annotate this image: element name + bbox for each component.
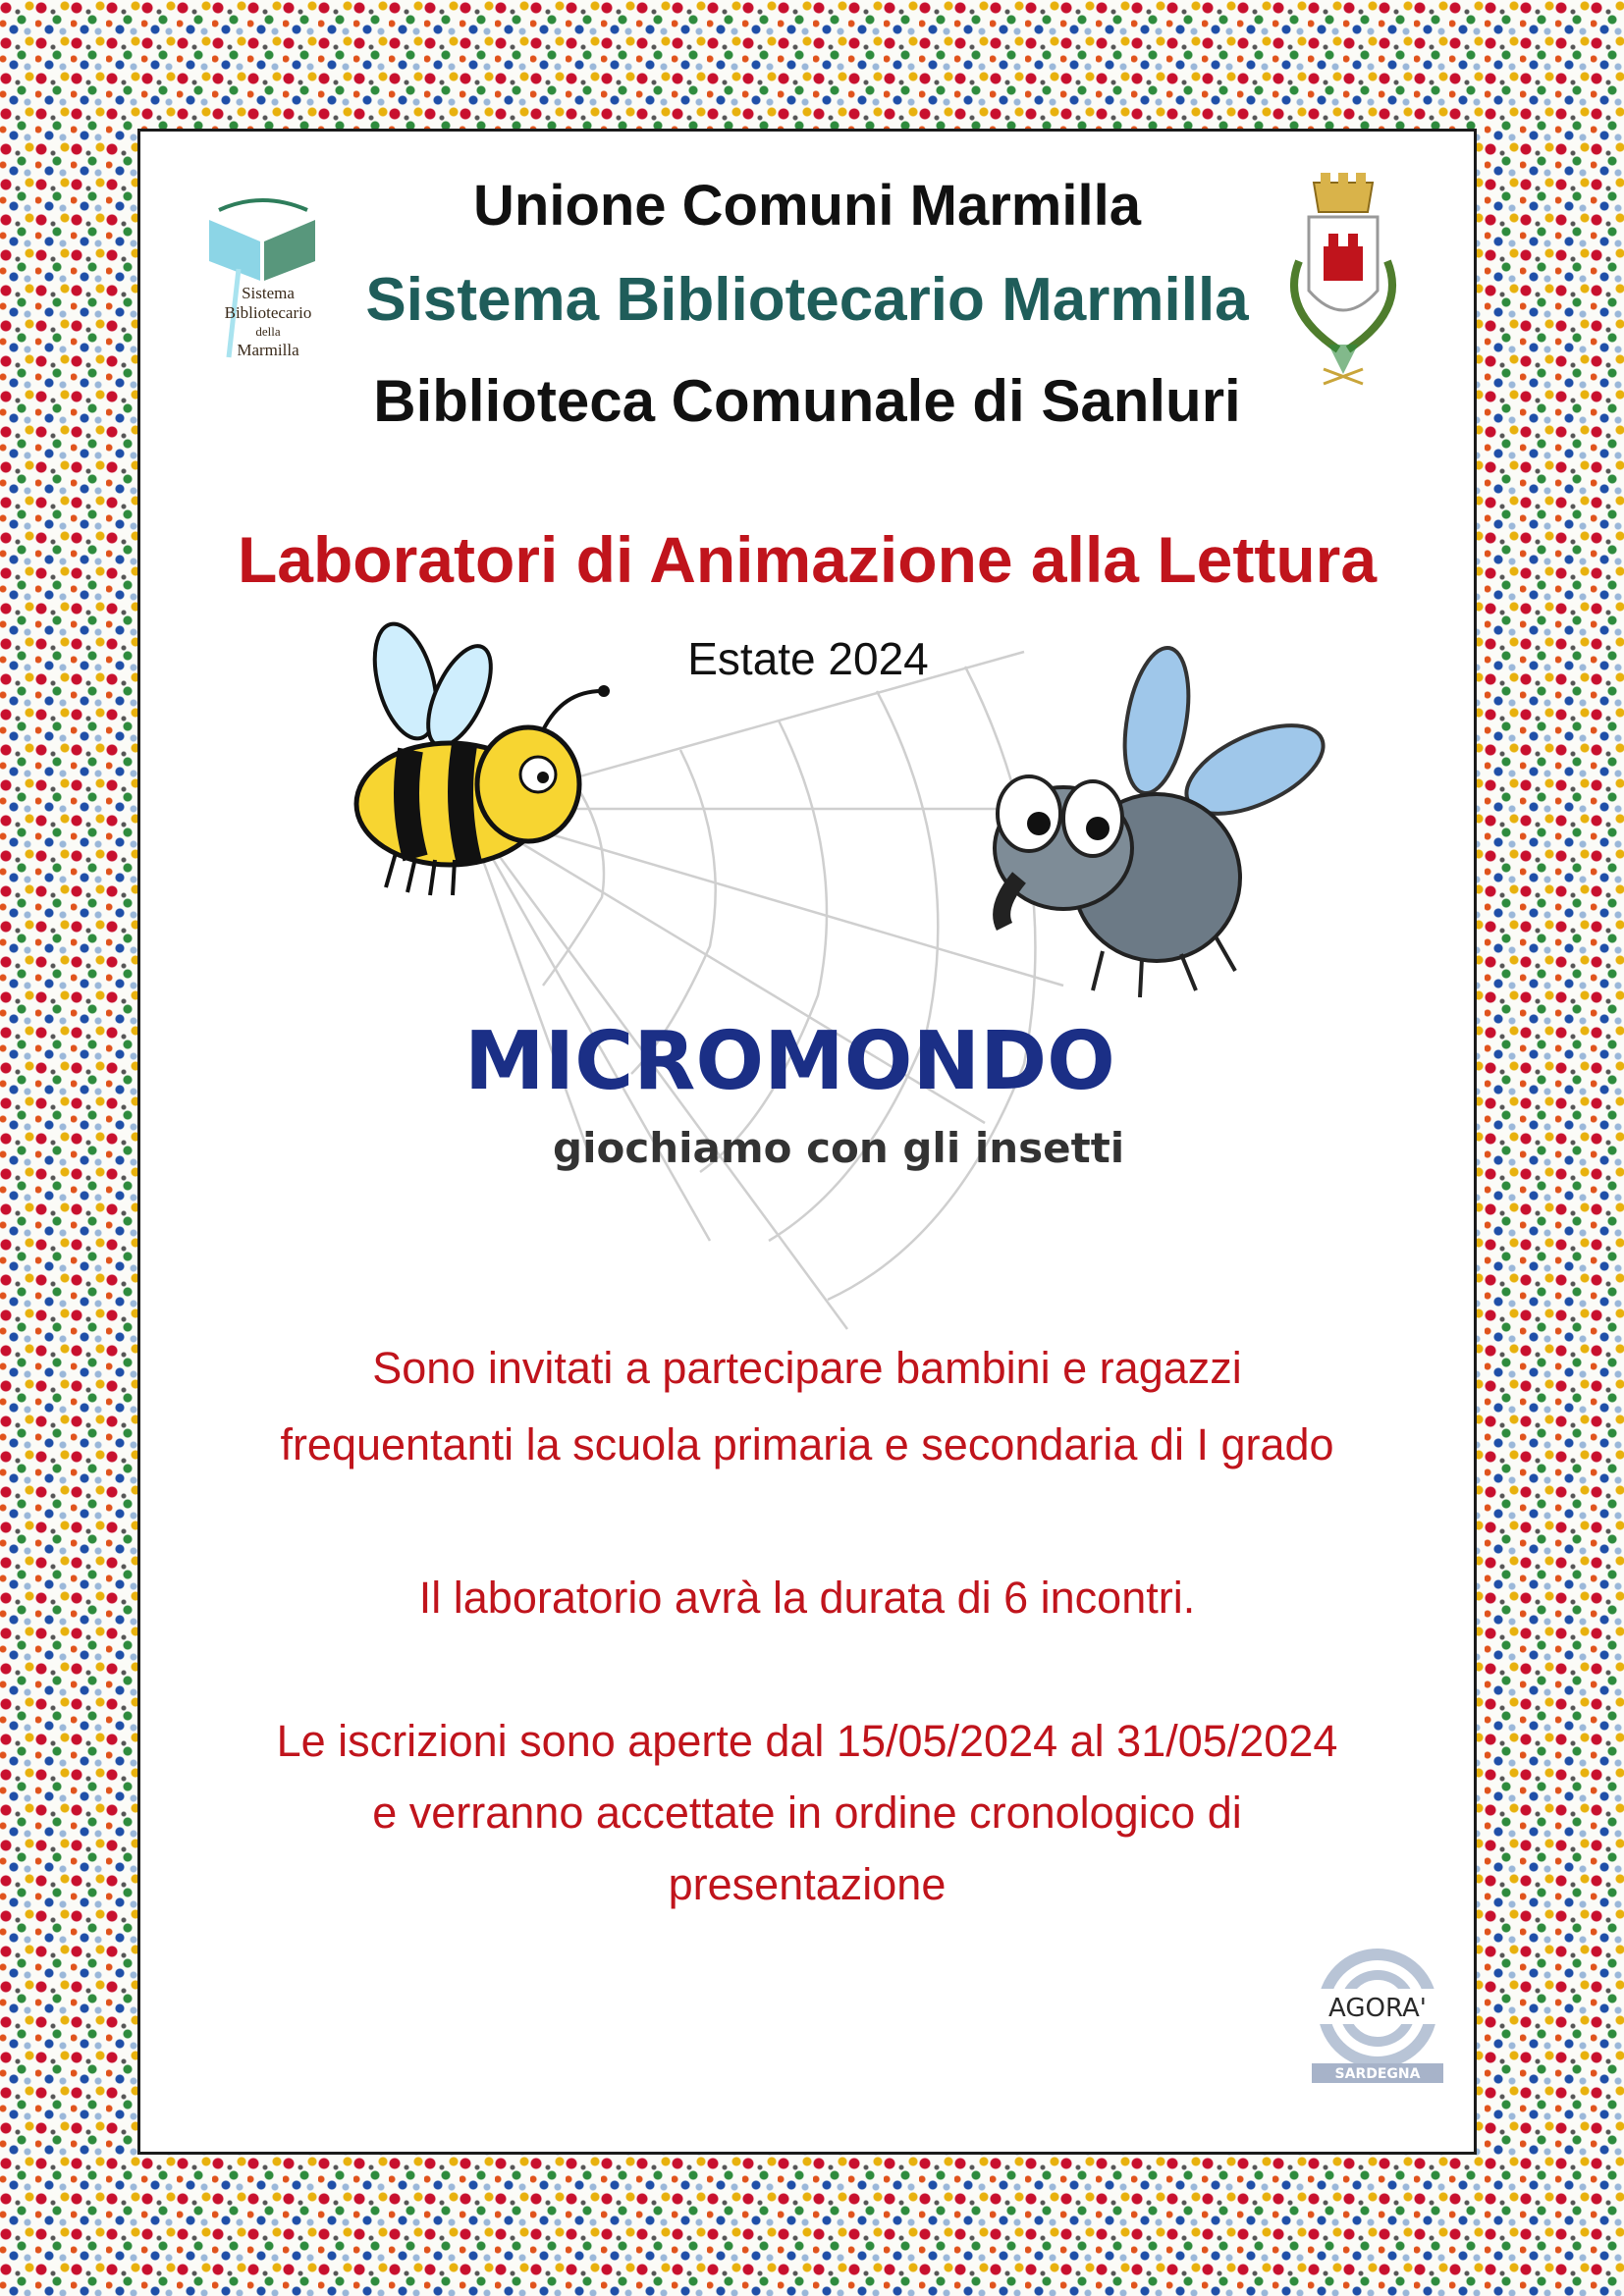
logo-line-3: della (255, 324, 281, 339)
micromondo-tagline: giochiamo con gli insetti (553, 1124, 1125, 1172)
logo-line-2: Bibliotecario (224, 303, 312, 322)
poster-subtitle: Estate 2024 (687, 633, 929, 684)
header-biblioteca: Biblioteca Comunale di Sanluri (373, 368, 1241, 434)
micromondo-illustration (317, 613, 1348, 1457)
poster-title: Laboratori di Animazione alla Lettura (237, 523, 1378, 596)
logo-line-1: Sistema (242, 284, 295, 302)
registration-line-2: e verranno accettate in ordine cronologico di (372, 1788, 1242, 1838)
poster-page (137, 129, 1477, 2155)
invite-line-2: frequentanti la scuola primaria e secondaria di I grado (280, 1419, 1334, 1469)
agora-region: SARDEGNA (1334, 2066, 1421, 2082)
agora-sardegna-logo (1309, 1948, 1446, 2085)
header-sistema: Sistema Bibliotecario Marmilla (365, 266, 1249, 334)
agora-name: AGORA' (1328, 1994, 1427, 2023)
fly-icon (995, 643, 1336, 997)
duration-text: Il laboratorio avrà la durata di 6 incontri. (418, 1573, 1196, 1623)
micromondo-brand: MICROMONDO (464, 1015, 1115, 1108)
registration-line-3: presentazione (668, 1859, 947, 1909)
registration-line-1: Le iscrizioni sono aperte dal 15/05/2024 al 31/05/2024 (276, 1716, 1338, 1766)
header-union: Unione Comuni Marmilla (473, 174, 1141, 238)
logo-line-4: Marmilla (237, 341, 299, 359)
coat-of-arms-icon (1270, 173, 1417, 389)
bee-icon (356, 617, 610, 895)
invite-line-1: Sono invitati a partecipare bambini e ragazzi (372, 1343, 1242, 1393)
